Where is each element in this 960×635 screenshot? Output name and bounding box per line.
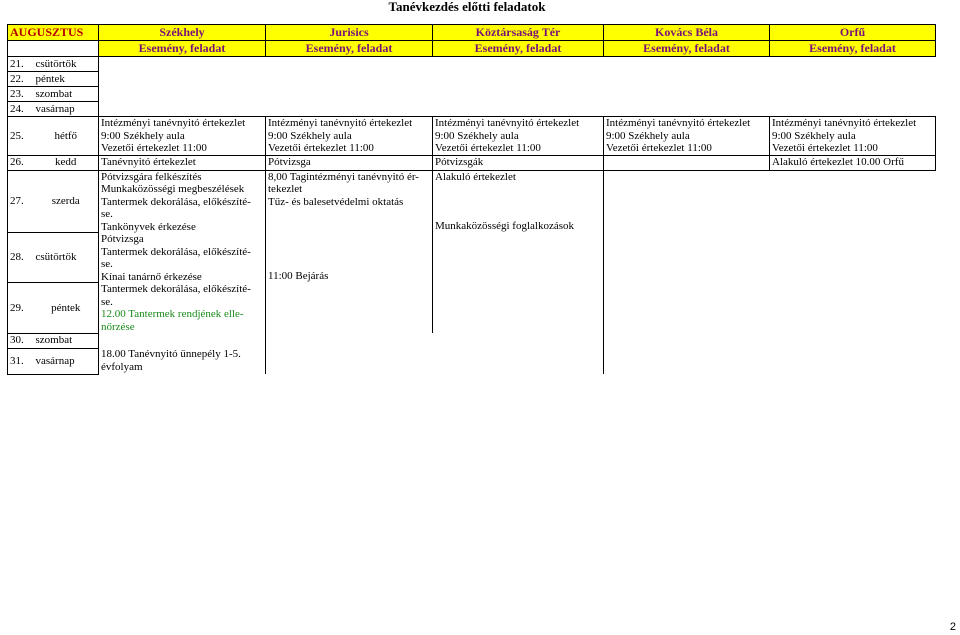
event-line: Vezetői értekezlet 11:00	[101, 142, 207, 154]
location-kovacs-bela: Kovács Béla	[604, 25, 770, 41]
day-name: vasárnap	[34, 348, 99, 374]
header-row	[8, 25, 936, 41]
day-number: 31.	[8, 348, 34, 374]
subheader-jurisics: Esemény, feladat	[266, 41, 433, 57]
event-cell-szekhely	[99, 348, 266, 374]
event-line: 9:00 Székhely aula	[101, 129, 185, 142]
day-number: 29.	[8, 283, 34, 333]
event-line: tekezlet	[268, 183, 303, 195]
day-row	[8, 72, 936, 87]
event-cell-szekhely: Tanévnyitó értekezlet	[99, 155, 266, 170]
koztarsasag-block	[433, 170, 604, 333]
event-cell-jurisics	[266, 117, 433, 156]
page-title: Tanévkezdés előtti feladatok	[388, 0, 546, 14]
day-row	[8, 170, 936, 232]
event-line: 18.00 Tanévnyitó ünnepély 1-5.	[101, 348, 241, 360]
jurisics-block	[266, 170, 433, 333]
day-name: szerda	[34, 170, 99, 232]
event-line: 11:00 Bejárás	[268, 270, 329, 282]
day-number: 22.	[8, 72, 34, 87]
event-line: se.	[101, 208, 113, 220]
day-number: 26.	[8, 155, 34, 170]
day-row	[8, 117, 936, 156]
event-cell-koztarsasag	[433, 117, 604, 156]
day-number: 30.	[8, 333, 34, 348]
event-cell-koztarsasag: Pótvizsgák	[433, 155, 604, 170]
szekhely-block	[99, 170, 266, 333]
event-line: Vezetői értekezlet 11:00	[435, 142, 541, 154]
day-row	[8, 155, 936, 170]
event-line: se.	[101, 258, 113, 270]
event-line: Tantermek dekorálása, előkészíté-	[101, 283, 251, 295]
event-line: Intézményi tanévnyitó értekezlet	[772, 117, 917, 129]
event-cell-kovacs-bela	[604, 155, 770, 170]
day-number: 24.	[8, 102, 34, 117]
event-line: 9:00 Székhely aula	[268, 129, 352, 142]
event-cell-jurisics: Pótvizsga	[266, 155, 433, 170]
day-name: vasárnap	[34, 102, 99, 117]
event-line: 9:00 Székhely aula	[772, 129, 856, 142]
event-cell-szekhely	[99, 117, 266, 156]
event-line: Intézményi tanévnyitó értekezlet	[101, 117, 246, 129]
day-number: 21.	[8, 57, 34, 72]
location-szekhely: Székhely	[99, 25, 266, 41]
subheader-row	[8, 41, 936, 57]
subheader-kovacs-bela: Esemény, feladat	[604, 41, 770, 57]
event-line: Vezetői értekezlet 11:00	[772, 142, 878, 154]
day-name: csütörtök	[34, 57, 99, 72]
event-line: Alakuló értekezlet	[435, 170, 516, 183]
event-line: Munkaközösségi megbeszélések	[101, 183, 245, 195]
event-line: 12.00 Tantermek rendjének elle-	[101, 308, 244, 320]
event-line: Tantermek dekorálása, előkészíté-	[101, 245, 251, 258]
event-cell-kovacs-bela	[604, 117, 770, 156]
event-line: se.	[101, 295, 113, 308]
event-line: Pótvizsga	[101, 233, 144, 245]
day-name: péntek	[34, 72, 99, 87]
location-orfu: Orfű	[770, 25, 936, 41]
day-number: 28.	[8, 232, 34, 282]
event-line: Tankönyvek érkezése	[101, 220, 196, 233]
page-number: 2	[949, 621, 956, 633]
schedule-table	[7, 24, 936, 375]
day-name: szombat	[34, 87, 99, 102]
event-line: évfolyam	[101, 360, 143, 373]
subheader-koztarsasag: Esemény, feladat	[433, 41, 604, 57]
day-name: kedd	[34, 155, 99, 170]
day-number: 27.	[8, 170, 34, 232]
event-line: Tűz- és balesetvédelmi oktatás	[268, 195, 404, 208]
event-line: Vezetői értekezlet 11:00	[606, 142, 712, 154]
event-line: Intézményi tanévnyitó értekezlet	[435, 117, 580, 129]
event-line: 9:00 Székhely aula	[606, 129, 690, 142]
month-header: AUGUSZTUS	[8, 25, 99, 41]
event-line: Vezetői értekezlet 11:00	[268, 142, 374, 154]
event-cell-orfu	[770, 117, 936, 156]
event-line: 9:00 Székhely aula	[435, 129, 519, 142]
day-name: hétfő	[34, 117, 99, 156]
event-cell-orfu: Alakuló értekezlet 10.00 Orfű	[770, 155, 936, 170]
event-line: Munkaközösségi foglalkozások	[435, 220, 574, 232]
subheader-blank	[8, 41, 99, 57]
event-line: Pótvizsgára felkészítés	[101, 170, 202, 183]
location-jurisics: Jurisics	[266, 25, 433, 41]
day-name: péntek	[34, 283, 99, 333]
day-number: 25.	[8, 117, 34, 156]
event-line: Intézményi tanévnyitó értekezlet	[606, 117, 751, 129]
location-koztarsasag-ter: Köztársaság Tér	[433, 25, 604, 41]
subheader-szekhely: Esemény, feladat	[99, 41, 266, 57]
event-line: nőrzése	[101, 320, 135, 333]
day-row	[8, 57, 936, 72]
event-line: Intézményi tanévnyitó értekezlet	[268, 117, 413, 129]
event-line: Kínai tanárnő érkezése	[101, 270, 202, 283]
day-row	[8, 87, 936, 102]
subheader-orfu: Esemény, feladat	[770, 41, 936, 57]
day-name: szombat	[34, 333, 99, 348]
day-number: 23.	[8, 87, 34, 102]
event-line: 8,00 Tagintézményi tanévnyitó ér-	[268, 170, 419, 183]
day-row	[8, 102, 936, 117]
day-name: csütörtök	[34, 232, 99, 282]
event-line: Tantermek dekorálása, előkészíté-	[101, 195, 251, 208]
